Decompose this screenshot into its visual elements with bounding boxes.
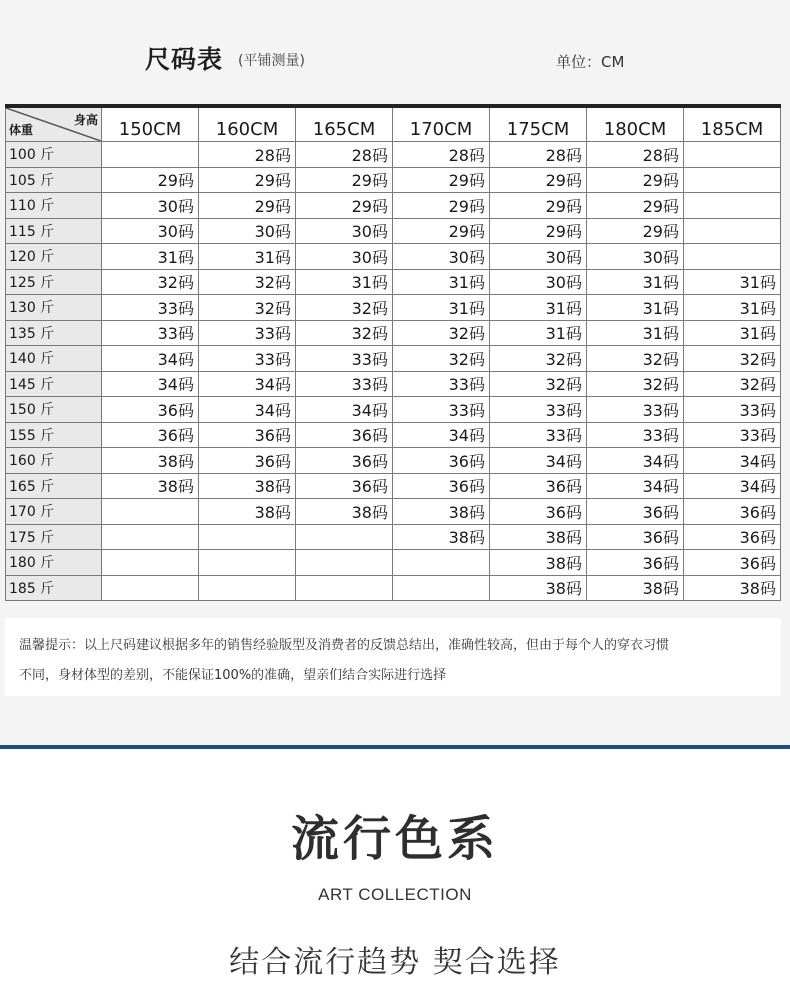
size-cell (393, 550, 490, 576)
size-cell: 38码 (102, 448, 199, 474)
size-cell: 33码 (490, 422, 587, 448)
height-header-cell: 165CM (296, 106, 393, 142)
size-cell: 31码 (684, 269, 781, 295)
size-cell: 32码 (490, 346, 587, 372)
size-cell: 32码 (102, 269, 199, 295)
size-cell: 33码 (199, 346, 296, 372)
size-cell: 34码 (587, 473, 684, 499)
size-cell: 38码 (102, 473, 199, 499)
tip-note-line-1: 温馨提示：以上尺码建议根据多年的销售经验版型及消费者的反馈总结出，准确性较高，但由于每个人的穿衣习惯 (19, 638, 670, 653)
tip-note-line-2: 不同，身材体型的差别，不能保证100%的准确，望亲们结合实际进行选择 (19, 668, 447, 683)
size-cell: 30码 (296, 244, 393, 270)
size-chart-subtitle: (平铺测量) (238, 53, 305, 69)
size-cell: 30码 (102, 193, 199, 219)
size-cell: 34码 (684, 473, 781, 499)
weight-label-cell: 145 斤 (6, 371, 102, 397)
table-row (6, 524, 781, 550)
size-chart-header (0, 30, 790, 80)
size-cell: 29码 (490, 167, 587, 193)
table-row (6, 142, 781, 168)
size-cell: 36码 (393, 473, 490, 499)
weight-label-cell: 160 斤 (6, 448, 102, 474)
size-cell: 31码 (684, 295, 781, 321)
size-cell: 29码 (393, 218, 490, 244)
weight-label-cell: 135 斤 (6, 320, 102, 346)
size-cell (296, 575, 393, 601)
size-cell: 31码 (490, 295, 587, 321)
size-cell: 29码 (393, 167, 490, 193)
size-cell: 32码 (296, 320, 393, 346)
size-cell: 34码 (490, 448, 587, 474)
size-cell: 38码 (490, 550, 587, 576)
table-row (6, 371, 781, 397)
size-cell: 36码 (490, 473, 587, 499)
size-cell (102, 499, 199, 525)
height-header-cell: 180CM (587, 106, 684, 142)
corner-height-label: 身高 (73, 113, 98, 127)
size-cell: 30码 (199, 218, 296, 244)
size-cell: 30码 (490, 244, 587, 270)
size-table (5, 104, 781, 601)
weight-label-cell: 110 斤 (6, 193, 102, 219)
size-cell: 32码 (393, 320, 490, 346)
size-cell: 34码 (102, 346, 199, 372)
size-cell: 32码 (587, 371, 684, 397)
size-cell: 34码 (199, 371, 296, 397)
size-cell: 31码 (393, 295, 490, 321)
size-cell (102, 550, 199, 576)
size-cell (296, 550, 393, 576)
size-cell: 38码 (199, 499, 296, 525)
size-cell: 31码 (587, 269, 684, 295)
size-cell: 36码 (199, 422, 296, 448)
section-title: 流行色系 (290, 811, 499, 867)
size-cell: 36码 (587, 550, 684, 576)
table-row (6, 550, 781, 576)
table-row (6, 244, 781, 270)
size-cell: 30码 (296, 218, 393, 244)
size-cell: 30码 (393, 244, 490, 270)
weight-label-cell: 165 斤 (6, 473, 102, 499)
size-cell: 34码 (684, 448, 781, 474)
size-cell: 29码 (490, 218, 587, 244)
table-row (6, 448, 781, 474)
size-cell: 29码 (102, 167, 199, 193)
weight-label-cell: 140 斤 (6, 346, 102, 372)
weight-label-cell: 150 斤 (6, 397, 102, 423)
section-subtitle: ART COLLECTION (318, 885, 472, 904)
height-header-row (6, 106, 781, 142)
weight-label-cell: 120 斤 (6, 244, 102, 270)
height-header-cell: 175CM (490, 106, 587, 142)
size-cell (102, 524, 199, 550)
size-cell: 33码 (684, 422, 781, 448)
size-cell: 32码 (199, 269, 296, 295)
size-cell (199, 524, 296, 550)
table-corner-cell (6, 106, 102, 142)
size-cell: 32码 (393, 346, 490, 372)
size-cell: 33码 (490, 397, 587, 423)
size-cell: 36码 (587, 499, 684, 525)
size-cell: 28码 (199, 142, 296, 168)
height-header-cell: 150CM (102, 106, 199, 142)
size-cell: 28码 (296, 142, 393, 168)
table-row (6, 193, 781, 219)
size-table-body (6, 142, 781, 601)
size-cell: 33码 (296, 371, 393, 397)
size-chart-title: 尺码表 (145, 45, 224, 74)
size-cell: 30码 (490, 269, 587, 295)
size-cell: 38码 (296, 499, 393, 525)
size-cell: 36码 (684, 524, 781, 550)
table-row (6, 422, 781, 448)
table-row (6, 167, 781, 193)
size-cell: 31码 (684, 320, 781, 346)
size-cell: 36码 (102, 422, 199, 448)
size-cell: 33码 (102, 295, 199, 321)
table-row (6, 499, 781, 525)
size-cell: 36码 (296, 473, 393, 499)
size-cell: 28码 (490, 142, 587, 168)
size-cell: 32码 (199, 295, 296, 321)
weight-label-cell: 100 斤 (6, 142, 102, 168)
height-header-cell: 160CM (199, 106, 296, 142)
size-cell: 36码 (490, 499, 587, 525)
size-cell: 33码 (102, 320, 199, 346)
tip-note (5, 618, 781, 696)
table-row (6, 218, 781, 244)
size-cell: 32码 (296, 295, 393, 321)
size-cell: 38码 (587, 575, 684, 601)
weight-label-cell: 175 斤 (6, 524, 102, 550)
size-cell: 33码 (587, 422, 684, 448)
size-cell: 33码 (587, 397, 684, 423)
size-cell: 36码 (393, 448, 490, 474)
size-cell: 38码 (684, 575, 781, 601)
size-cell: 31码 (199, 244, 296, 270)
size-cell: 29码 (199, 167, 296, 193)
size-cell: 31码 (102, 244, 199, 270)
size-cell: 31码 (587, 320, 684, 346)
table-row (6, 320, 781, 346)
size-cell (199, 550, 296, 576)
size-cell: 33码 (199, 320, 296, 346)
size-cell: 34码 (296, 397, 393, 423)
size-cell: 34码 (199, 397, 296, 423)
size-cell: 31码 (296, 269, 393, 295)
size-cell: 29码 (296, 193, 393, 219)
table-row (6, 346, 781, 372)
size-cell: 33码 (684, 397, 781, 423)
weight-label-cell: 170 斤 (6, 499, 102, 525)
size-cell: 29码 (199, 193, 296, 219)
size-cell: 38码 (490, 524, 587, 550)
size-cell (102, 575, 199, 601)
table-row (6, 295, 781, 321)
size-cell: 36码 (587, 524, 684, 550)
size-cell: 36码 (684, 550, 781, 576)
weight-label-cell: 185 斤 (6, 575, 102, 601)
size-cell: 33码 (393, 397, 490, 423)
table-row (6, 269, 781, 295)
size-cell: 28码 (587, 142, 684, 168)
size-cell: 38码 (490, 575, 587, 601)
size-cell: 32码 (684, 371, 781, 397)
table-row (6, 397, 781, 423)
table-row (6, 473, 781, 499)
weight-label-cell: 130 斤 (6, 295, 102, 321)
weight-label-cell: 125 斤 (6, 269, 102, 295)
size-cell: 31码 (587, 295, 684, 321)
size-cell: 36码 (684, 499, 781, 525)
size-cell: 29码 (490, 193, 587, 219)
size-cell: 29码 (587, 167, 684, 193)
size-cell: 33码 (296, 346, 393, 372)
weight-label-cell: 180 斤 (6, 550, 102, 576)
weight-label-cell: 155 斤 (6, 422, 102, 448)
section-tagline: 结合流行趋势 契合选择 (229, 945, 561, 980)
size-cell: 30码 (587, 244, 684, 270)
size-cell: 29码 (296, 167, 393, 193)
size-cell (393, 575, 490, 601)
size-cell (199, 575, 296, 601)
size-cell: 31码 (393, 269, 490, 295)
weight-label-cell: 115 斤 (6, 218, 102, 244)
table-row (6, 575, 781, 601)
size-cell: 34码 (102, 371, 199, 397)
weight-label-cell: 105 斤 (6, 167, 102, 193)
size-cell: 30码 (102, 218, 199, 244)
size-cell: 28码 (393, 142, 490, 168)
size-cell: 29码 (587, 218, 684, 244)
size-cell: 32码 (587, 346, 684, 372)
size-cell: 36码 (296, 448, 393, 474)
size-cell (684, 218, 781, 244)
size-cell (684, 193, 781, 219)
size-cell (102, 142, 199, 168)
size-cell: 38码 (199, 473, 296, 499)
size-cell: 29码 (587, 193, 684, 219)
section-divider (0, 745, 790, 749)
size-cell: 32码 (490, 371, 587, 397)
size-cell: 31码 (490, 320, 587, 346)
size-cell: 33码 (393, 371, 490, 397)
unit-label: 单位：CM (556, 53, 625, 71)
size-cell: 29码 (393, 193, 490, 219)
size-cell (296, 524, 393, 550)
size-cell: 34码 (393, 422, 490, 448)
size-cell (684, 142, 781, 168)
size-cell: 34码 (587, 448, 684, 474)
height-header-cell: 185CM (684, 106, 781, 142)
size-cell: 38码 (393, 524, 490, 550)
size-cell (684, 167, 781, 193)
size-cell: 36码 (102, 397, 199, 423)
size-cell: 36码 (296, 422, 393, 448)
size-cell: 36码 (199, 448, 296, 474)
corner-weight-label: 体重 (9, 123, 34, 137)
height-header-cell: 170CM (393, 106, 490, 142)
size-cell: 32码 (684, 346, 781, 372)
size-cell: 38码 (393, 499, 490, 525)
size-cell (684, 244, 781, 270)
